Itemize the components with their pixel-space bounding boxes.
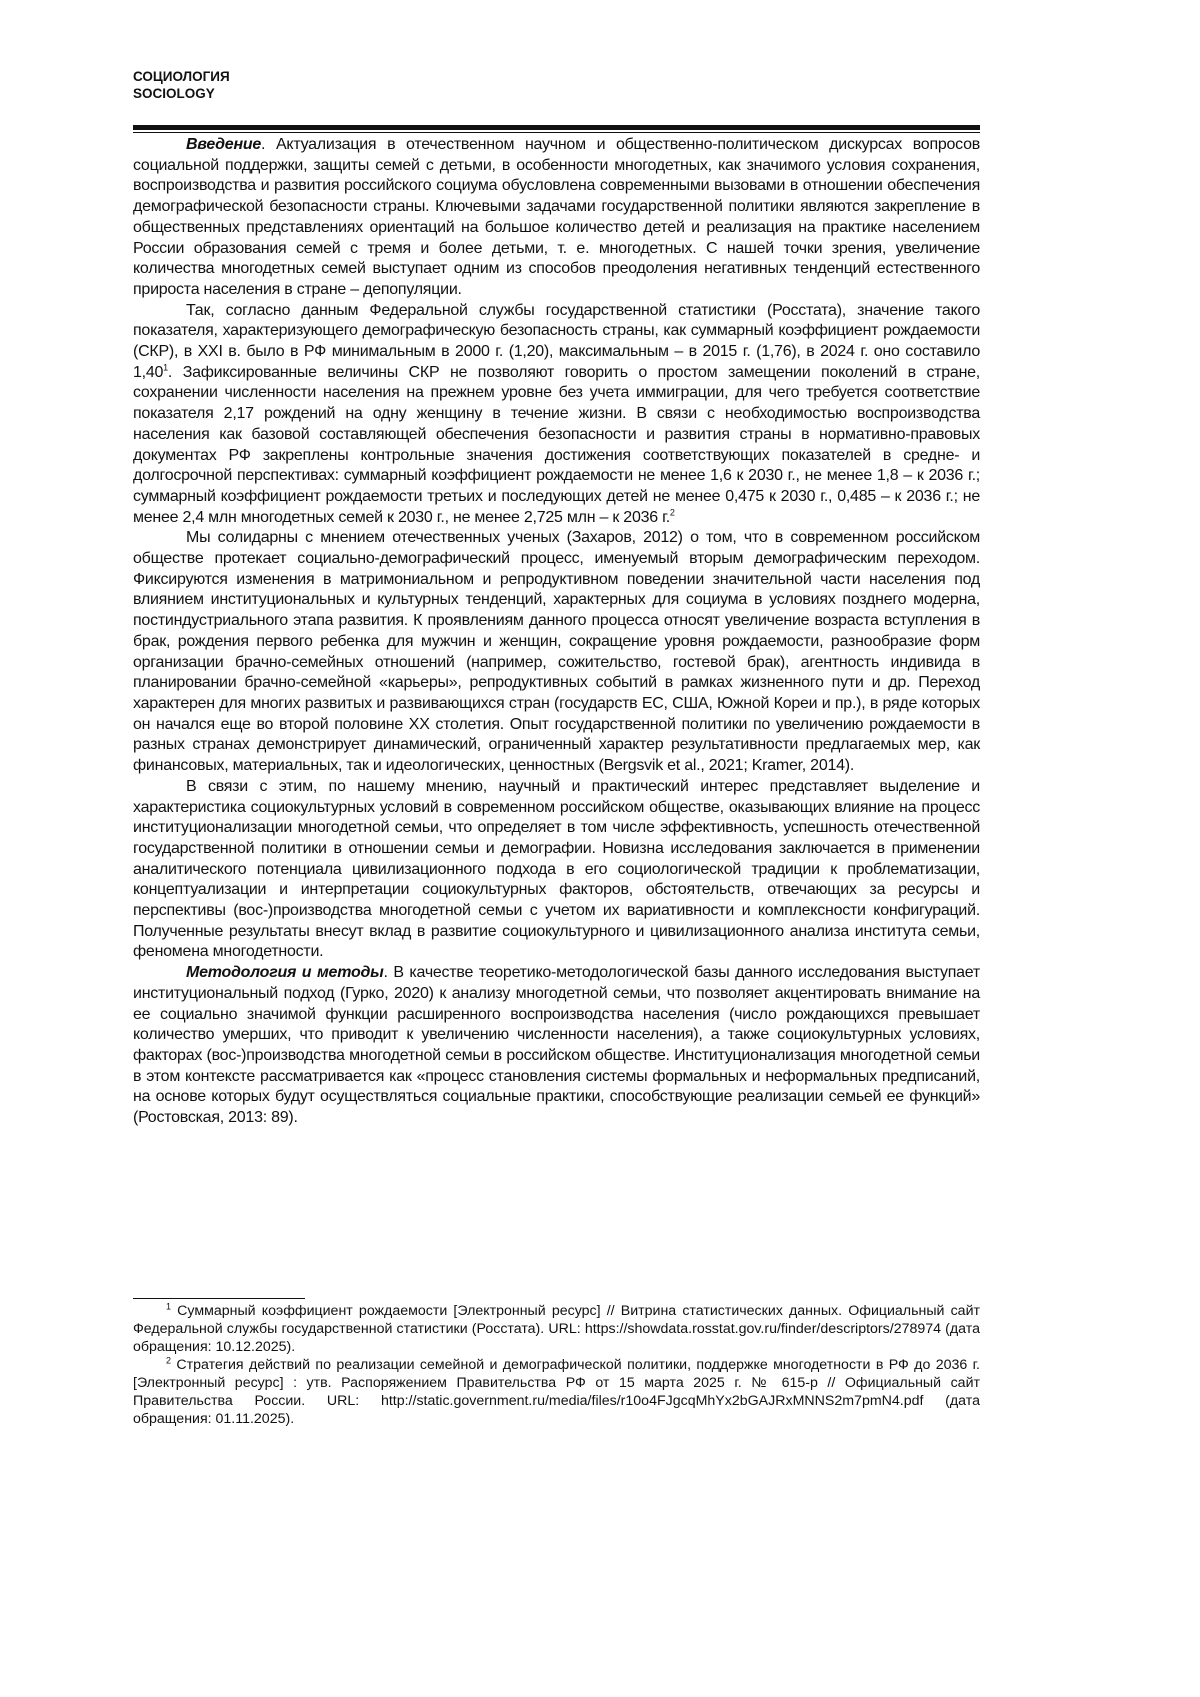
- footnote-ref-2[interactable]: 2: [669, 507, 675, 518]
- section-heading-methodology: Методология и методы: [186, 964, 384, 982]
- footnote-number: 1: [166, 1301, 172, 1312]
- footnote-2: [133, 1356, 980, 1428]
- paragraph-demographic-transition: Мы солидарны с мнением отечественных ученых (Захаров, 2012) о том, что в современном российском обществе протекает социально-демографический процесс, именуемый вторым демографическим переходом. Фиксируются изменения в матримониальном и репродуктивном поведении значительной части населения под влиянием институциональных и культурных тенденций, характерных для социума в условиях позднего модерна, постиндустриального этапа развития. К проявлениям данного процесса относят увеличение возраста вступления в брак, рождения первого ребенка для мужчин и женщин, сокращение уровня рождаемости, разнообразие форм организации брачно-семейных отношений (например, сожительство, гостевой брак), агентность индивида в планировании брачно-семейной «карьеры», репродуктивных событий в рамках жизненного пути и др. Переход характерен для многих развитых и развивающихся стран (государств ЕС, США, Южной Кореи и пр.), в ряде которых он начался еще во второй половине XX столетия. Опыт государственной политики по увеличению рождаемости в разных странах демонстрирует динамический, ограниченный характер результативности предлагаемых мер, как финансовых, материальных, так и идеологических, ценностных (Bergsvik et al., 2021; Kramer, 2014).: [133, 529, 980, 775]
- section-title-en: SOCIOLOGY: [133, 86, 215, 101]
- footnote-text: Стратегия действий по реализации семейной и демографической политики, поддержке многодетности в РФ до 2036 г. [Электронный ресурс] : утв. Распоряжением Правительства РФ от 15 марта 2025 г. № 615-р // Официальный сайт Правительства России. URL: http://static.government.ru/media/files/r10o4FJgcqMhYx2bGAJRxMNNS2m7pmN4.pdf (дата обращения: 01.11.2025).: [133, 1357, 980, 1427]
- paragraph-introduction: [133, 135, 980, 301]
- header-rule-thin: [133, 132, 980, 133]
- paragraph-novelty: В связи с этим, по нашему мнению, научный и практический интерес представляет выделение и характеристика социокультурных условий в современном российском обществе, оказывающих влияние на процесс институционализации многодетной семьи, что определяет в том числе эффективность, успешность отечественной государственной политики в отношении семьи и демографии. Новизна исследования заключается в применении аналитического потенциала цивилизационного подхода в его социологической традиции к проблематизации, концептуализации и интерпретации социокультурных факторов, обстоятельств, отвечающих за ресурсы и перспективы (вос-)производства многодетной семьи с учетом их вариативности и комплексности конфигураций. Полученные результаты внесут вклад в развитие социокультурного и цивилизационного анализа института семьи, феномена многодетности.: [133, 777, 980, 961]
- paragraph-text: . В качестве теоретико-методологической базы данного исследования выступает институциональный подход (Гурко, 2020) к анализу многодетной семьи, что позволяет акцентировать внимание на ее социально значимой функции расширенного воспроизводства населения (число рождающихся превышает количество умерших, что приводит к увеличению численности населения), а также социокультурных условиях, факторах (вос-)производства многодетной семьи в российском обществе. Институционализация многодетной семьи в этом контексте рассматривается как «процесс становления системы формальных и неформальных предписаний, на основе которых будут осуществляться социальные практики, способствующие реализации семьей ее функций» (Ростовская, 2013: 89).: [133, 964, 981, 1127]
- section-heading-introduction: Введение: [186, 136, 262, 153]
- footnote-text: Суммарный коэффициент рождаемости [Электронный ресурс] // Витрина статистических данных. Официальный сайт Федеральной службы государственной статистики (Росстата). URL: https://showdata.rosstat.gov.ru/finder/descriptors/278974 (дата обращения: 10.12.2025).: [133, 1303, 980, 1355]
- paragraph-methodology: [133, 963, 980, 1129]
- running-header: [133, 68, 230, 102]
- footnote-number: 2: [166, 1355, 172, 1366]
- footnote-separator: [133, 1298, 305, 1299]
- paragraph-text: . Зафиксированные величины СКР не позволяют говорить о простом замещении поколений в стране, сохранении численности населения на прежнем уровне без учета иммиграции, для чего требуется соответствие показателя 2,17 рождений на одну женщину в течение жизни. В связи с необходимостью воспроизводства населения как базовой составляющей обеспечения безопасности и развития страны в нормативно-правовых документах РФ закреплены контрольные значения достижения соответствующих показателей в средне- и долгосрочной перспективах: суммарный коэффициент рождаемости не менее 1,6 к 2030 г., не менее 1,8 – к 2036 г.; суммарный коэффициент рождаемости третьих и последующих детей не менее 0,475 к 2030 г., 0,485 – к 2036 г.; не менее 2,4 млн многодетных семей к 2030 г., не менее 2,725 млн – к 2036 г.: [133, 363, 980, 526]
- footnotes: [133, 1302, 980, 1428]
- header-rule-thick: [133, 125, 980, 130]
- footnote-1: [133, 1302, 980, 1356]
- footnote-ref-1[interactable]: 1: [163, 362, 168, 373]
- section-title-ru: СОЦИОЛОГИЯ: [133, 69, 230, 84]
- paragraph-rosstat: [133, 301, 980, 529]
- paragraph-text: . Актуализация в отечественном научном и общественно-политическом дискурсах вопросов социальной поддержки, защиты семей с детьми, в особенности многодетных, как значимого условия сохранения, воспроизводства и развития российского социума обусловлена современными вызовами в отношении обеспечения демографической безопасности страны. Ключевыми задачами государственной политики являются закрепление в общественных представлениях ориентаций на большое количество детей и реализация на практике населением России образования семей с тремя и более детьми, т. е. многодетных. С нашей точки зрения, увеличение количества многодетных семей выступает одним из способов преодоления негативных тенденций естественного прироста населения в стране – депопуляции.: [133, 136, 980, 298]
- article-body: [133, 135, 980, 1129]
- paragraph-text: Так, согласно данным Федеральной службы государственной статистики (Росстата), значение такого показателя, характеризующего демографическую безопасность страны, как суммарный коэффициент рождаемости (СКР), в XXI в. было в РФ минимальным в 2000 г. (1,20), максимальным – в 2015 г. (1,76), в 2024 г. оно составило 1,40: [133, 301, 980, 381]
